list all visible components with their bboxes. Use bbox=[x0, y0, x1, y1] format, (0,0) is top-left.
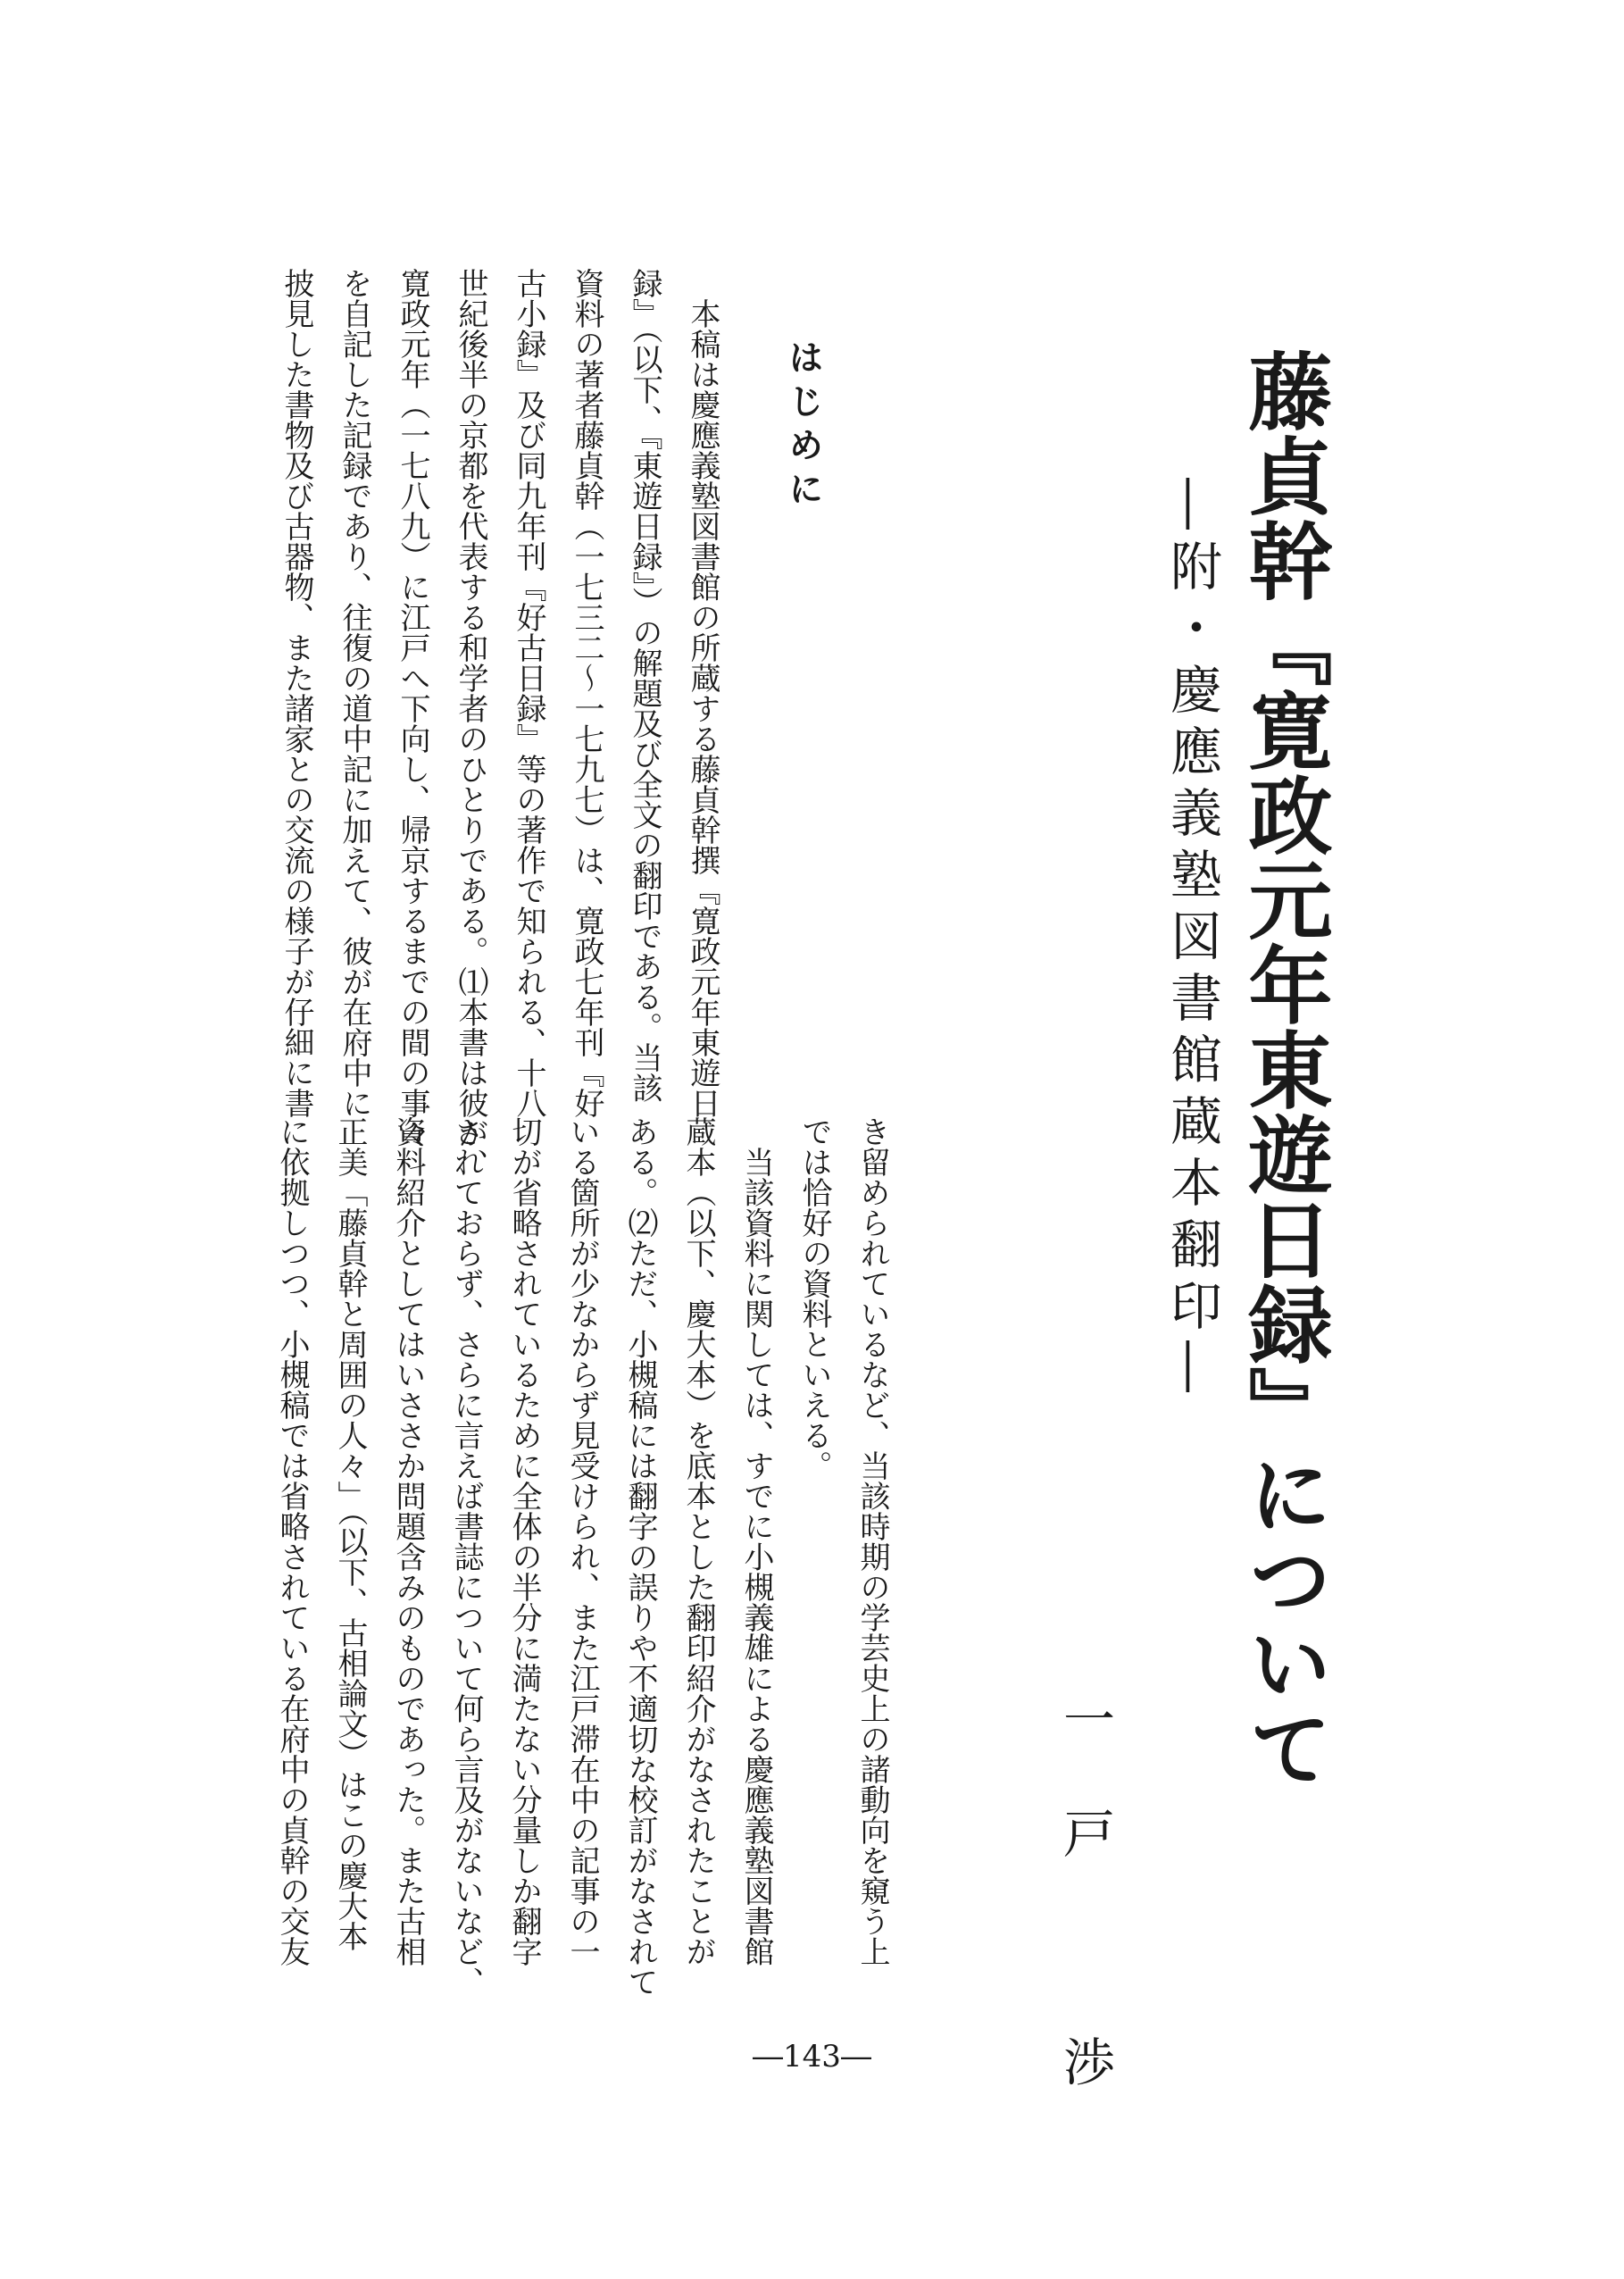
body-line: 資料の著者藤貞幹（一七三二～一七九七）は、寛政七年刊『好 bbox=[569, 268, 604, 1118]
body-line: 披見した書物及び古器物、また諸家との交流の様子が仔細に書 bbox=[279, 268, 314, 1118]
body-line: 資料紹介としてはいささか問題含みのものであった。また古相 bbox=[390, 1116, 426, 1966]
body-line: では恰好の資料といえる。 bbox=[796, 1116, 832, 1481]
body-line: 正美「藤貞幹と周囲の人々」（以下、古相論文）はこの慶大本 bbox=[332, 1116, 368, 1951]
body-line: に依拠しつつ、小槻稿では省略されている在府中の貞幹の交友 bbox=[274, 1116, 310, 1966]
body-line: いる箇所が少なからず見受けられ、また江戸滞在中の記事の一 bbox=[564, 1116, 600, 1966]
article-title: 藤貞幹『寛政元年東遊日録』について bbox=[1234, 348, 1332, 1791]
section-heading: はじめに bbox=[783, 339, 824, 514]
article-subtitle: ―附・慶應義塾図書館蔵本翻印― bbox=[1162, 478, 1222, 1402]
body-text-upper bbox=[267, 268, 731, 1179]
body-line: を自記した記録であり、往復の道中記に加えて、彼が在府中に bbox=[337, 268, 372, 1118]
body-line: 古小録』及び同九年刊『好古日録』等の著作で知られる、十八 bbox=[511, 268, 546, 1118]
body-line: 寛政元年（一七八九）に江戸へ下向し、帰京するまでの間の事々 bbox=[395, 268, 430, 1148]
body-line: 世紀後半の京都を代表する和学者のひとりである。⑴本書は彼が、 bbox=[453, 268, 488, 1179]
author-name: 一戸 渉 bbox=[1054, 1692, 1115, 2150]
body-line: 切が省略されているために全体の半分に満たない分量しか翻字 bbox=[506, 1116, 542, 1966]
body-line: 蔵本（以下、慶大本）を底本とした翻印紹介がなされたことが bbox=[680, 1116, 716, 1966]
body-line: き留められているなど、当該時期の学芸史上の諸動向を窺う上 bbox=[854, 1116, 890, 1966]
body-text-lower bbox=[262, 1116, 901, 2000]
body-line: 録』（以下、『東遊日録』）の解題及び全文の翻印である。当該 bbox=[627, 268, 662, 1103]
body-line: されておらず、さらに言えば書誌について何ら言及がないなど、 bbox=[448, 1116, 484, 1997]
body-line: ある。⑵ただ、小槻稿には翻字の誤りや不適切な校訂がなされて bbox=[622, 1116, 658, 1997]
body-line: 本稿は慶應義塾図書館の所蔵する藤貞幹撰『寛政元年東遊日 bbox=[685, 268, 720, 1118]
body-line: 当該資料に関しては、すでに小槻義雄による慶應義塾図書館 bbox=[738, 1116, 774, 1966]
page-number: ―143― bbox=[753, 2039, 871, 2074]
